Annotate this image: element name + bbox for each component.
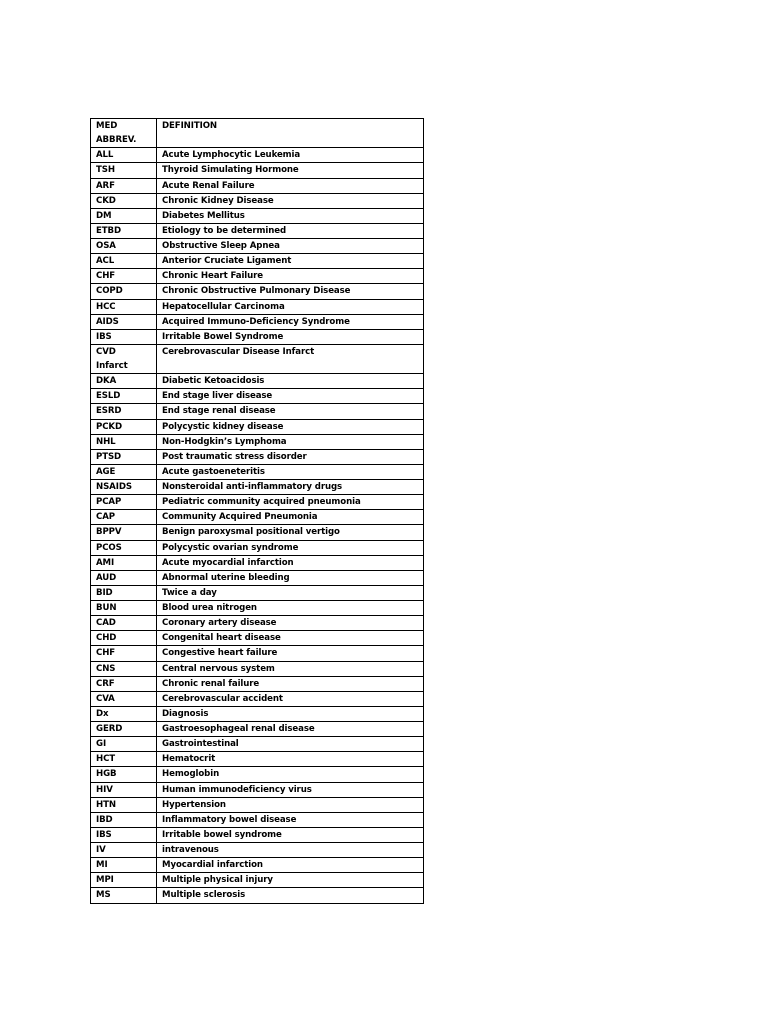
definition-cell: Hemoglobin <box>157 767 424 782</box>
table-row <box>91 873 424 888</box>
definition-cell: Anterior Cruciate Ligament <box>157 254 424 269</box>
abbrev-cell: Dx <box>91 706 157 721</box>
definition-cell: Hepatocellular Carcinoma <box>157 299 424 314</box>
abbrev-cell: HIV <box>91 782 157 797</box>
table-row <box>91 540 424 555</box>
table-row <box>91 510 424 525</box>
abbrev-cell: CAP <box>91 510 157 525</box>
definition-cell: Pediatric community acquired pneumonia <box>157 495 424 510</box>
definition-cell: Non-Hodgkin’s Lymphoma <box>157 434 424 449</box>
abbrev-cell: HTN <box>91 797 157 812</box>
abbrev-cell: IBS <box>91 329 157 344</box>
abbrev-cell: BPPV <box>91 525 157 540</box>
table-row <box>91 434 424 449</box>
table-row <box>91 464 424 479</box>
table-row <box>91 706 424 721</box>
abbrev-cell: ALL <box>91 148 157 163</box>
definition-cell: Chronic Heart Failure <box>157 269 424 284</box>
definition-cell: Obstructive Sleep Apnea <box>157 239 424 254</box>
definition-cell: Multiple physical injury <box>157 873 424 888</box>
table-row <box>91 480 424 495</box>
abbrev-cell: BUN <box>91 601 157 616</box>
table-header-row <box>91 119 424 148</box>
abbrev-cell: DKA <box>91 374 157 389</box>
abbrev-cell: CHF <box>91 646 157 661</box>
abbrev-cell: DM <box>91 208 157 223</box>
abbrev-cell: MI <box>91 858 157 873</box>
abbreviation-table <box>90 118 424 904</box>
table-row <box>91 525 424 540</box>
definition-cell: Acquired Immuno-Deficiency Syndrome <box>157 314 424 329</box>
table-row <box>91 646 424 661</box>
table-row <box>91 419 424 434</box>
definition-cell: Polycystic ovarian syndrome <box>157 540 424 555</box>
definition-cell: Multiple sclerosis <box>157 888 424 903</box>
table-row <box>91 269 424 284</box>
definition-cell: Cerebrovascular Disease Infarct <box>157 344 424 373</box>
table-row <box>91 570 424 585</box>
table-row <box>91 858 424 873</box>
table-row <box>91 585 424 600</box>
abbrev-cell: NHL <box>91 434 157 449</box>
table-row <box>91 843 424 858</box>
abbrev-cell: MPI <box>91 873 157 888</box>
definition-cell: Coronary artery disease <box>157 616 424 631</box>
header-abbrev-line1: MED <box>96 121 118 131</box>
definition-cell: Abnormal uterine bleeding <box>157 570 424 585</box>
definition-cell: Twice a day <box>157 585 424 600</box>
definition-cell: Community Acquired Pneumonia <box>157 510 424 525</box>
table-row <box>91 178 424 193</box>
abbrev-line2: Infarct <box>96 361 128 371</box>
table-row <box>91 239 424 254</box>
definition-cell: Blood urea nitrogen <box>157 601 424 616</box>
table-row <box>91 601 424 616</box>
abbrev-line1: CVD <box>96 346 116 357</box>
abbrev-cell: NSAIDS <box>91 480 157 495</box>
table-row <box>91 616 424 631</box>
abbrev-cell: AMI <box>91 555 157 570</box>
abbrev-cell: CHF <box>91 269 157 284</box>
table-row <box>91 782 424 797</box>
table-row <box>91 722 424 737</box>
table-row <box>91 752 424 767</box>
table-row <box>91 208 424 223</box>
definition-cell: Hypertension <box>157 797 424 812</box>
definition-cell: Diabetes Mellitus <box>157 208 424 223</box>
abbrev-cell: CKD <box>91 193 157 208</box>
abbrev-cell: CAD <box>91 616 157 631</box>
abbrev-cell <box>91 344 157 373</box>
abbrev-cell: AIDS <box>91 314 157 329</box>
abbrev-cell: ACL <box>91 254 157 269</box>
abbreviation-table-body <box>91 119 424 904</box>
table-row <box>91 767 424 782</box>
table-row <box>91 737 424 752</box>
table-row <box>91 888 424 903</box>
abbrev-cell: PCKD <box>91 419 157 434</box>
definition-cell: Benign paroxysmal positional vertigo <box>157 525 424 540</box>
definition-cell: intravenous <box>157 843 424 858</box>
definition-cell: Acute Lymphocytic Leukemia <box>157 148 424 163</box>
table-row <box>91 314 424 329</box>
definition-cell: Hematocrit <box>157 752 424 767</box>
definition-cell: Diagnosis <box>157 706 424 721</box>
abbrev-cell: CVA <box>91 691 157 706</box>
definition-cell: Chronic renal failure <box>157 676 424 691</box>
header-definition-cell: DEFINITION <box>157 119 424 148</box>
definition-cell: Post traumatic stress disorder <box>157 449 424 464</box>
table-row <box>91 404 424 419</box>
abbrev-cell: IBD <box>91 812 157 827</box>
abbrev-cell: PCOS <box>91 540 157 555</box>
definition-cell: Myocardial infarction <box>157 858 424 873</box>
abbrev-cell: AUD <box>91 570 157 585</box>
definition-cell: Human immunodeficiency virus <box>157 782 424 797</box>
definition-cell: Gastroesophageal renal disease <box>157 722 424 737</box>
abbrev-cell: PTSD <box>91 449 157 464</box>
abbrev-cell: HCC <box>91 299 157 314</box>
table-row <box>91 691 424 706</box>
table-row <box>91 374 424 389</box>
definition-cell: Nonsteroidal anti-inflammatory drugs <box>157 480 424 495</box>
abbrev-cell: COPD <box>91 284 157 299</box>
definition-cell: Irritable Bowel Syndrome <box>157 329 424 344</box>
table-row <box>91 827 424 842</box>
table-row <box>91 631 424 646</box>
abbrev-cell: IBS <box>91 827 157 842</box>
definition-cell: Irritable bowel syndrome <box>157 827 424 842</box>
definition-cell: Acute gastoeneteritis <box>157 464 424 479</box>
abbrev-cell: HGB <box>91 767 157 782</box>
table-row <box>91 389 424 404</box>
abbrev-cell: ARF <box>91 178 157 193</box>
definition-cell: End stage liver disease <box>157 389 424 404</box>
abbrev-cell: CNS <box>91 661 157 676</box>
abbrev-cell: AGE <box>91 464 157 479</box>
table-row <box>91 329 424 344</box>
abbrev-cell: ESLD <box>91 389 157 404</box>
table-row <box>91 344 424 373</box>
table-row <box>91 193 424 208</box>
abbrev-cell: GERD <box>91 722 157 737</box>
table-row <box>91 555 424 570</box>
table-row <box>91 812 424 827</box>
definition-cell: Congestive heart failure <box>157 646 424 661</box>
table-row <box>91 797 424 812</box>
abbrev-cell: IV <box>91 843 157 858</box>
abbrev-cell: CHD <box>91 631 157 646</box>
table-row <box>91 148 424 163</box>
definition-cell: Inflammatory bowel disease <box>157 812 424 827</box>
abbrev-cell: GI <box>91 737 157 752</box>
abbrev-cell: PCAP <box>91 495 157 510</box>
table-row <box>91 254 424 269</box>
definition-cell: Diabetic Ketoacidosis <box>157 374 424 389</box>
definition-cell: Polycystic kidney disease <box>157 419 424 434</box>
definition-cell: Gastrointestinal <box>157 737 424 752</box>
definition-cell: Acute myocardial infarction <box>157 555 424 570</box>
abbrev-cell: TSH <box>91 163 157 178</box>
table-row <box>91 223 424 238</box>
definition-cell: Chronic Obstructive Pulmonary Disease <box>157 284 424 299</box>
abbrev-cell: ESRD <box>91 404 157 419</box>
definition-cell: Central nervous system <box>157 661 424 676</box>
definition-cell: Acute Renal Failure <box>157 178 424 193</box>
abbrev-cell: OSA <box>91 239 157 254</box>
abbrev-cell: BID <box>91 585 157 600</box>
table-row <box>91 299 424 314</box>
table-row <box>91 163 424 178</box>
abbrev-cell: CRF <box>91 676 157 691</box>
definition-cell: Etiology to be determined <box>157 223 424 238</box>
abbrev-cell: HCT <box>91 752 157 767</box>
table-row <box>91 661 424 676</box>
definition-cell: End stage renal disease <box>157 404 424 419</box>
definition-cell: Cerebrovascular accident <box>157 691 424 706</box>
table-row <box>91 449 424 464</box>
definition-cell: Thyroid Simulating Hormone <box>157 163 424 178</box>
definition-cell: Congenital heart disease <box>157 631 424 646</box>
table-row <box>91 284 424 299</box>
header-abbrev-cell <box>91 119 157 148</box>
table-row <box>91 676 424 691</box>
header-abbrev-line2: ABBREV. <box>96 135 137 146</box>
abbrev-cell: ETBD <box>91 223 157 238</box>
abbrev-cell: MS <box>91 888 157 903</box>
definition-cell: Chronic Kidney Disease <box>157 193 424 208</box>
table-row <box>91 495 424 510</box>
